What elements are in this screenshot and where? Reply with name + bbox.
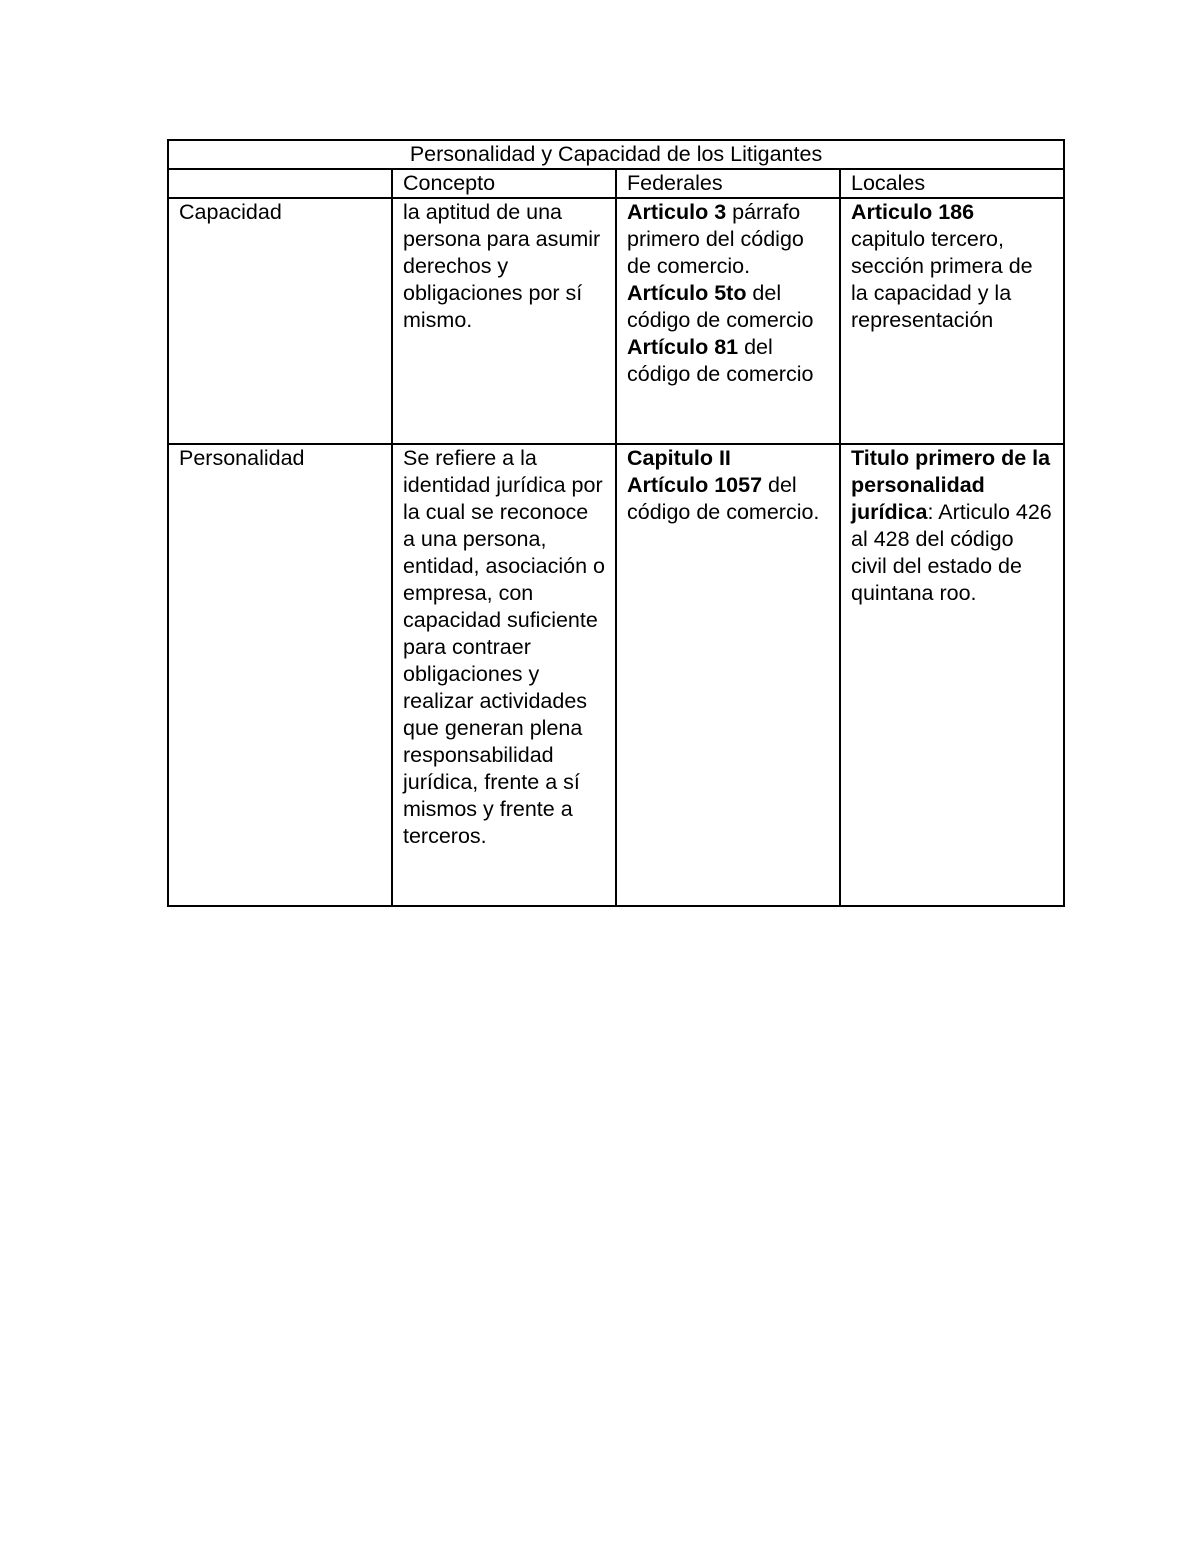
table-row-personalidad (168, 444, 1064, 906)
capacidad-locales: Articulo 186 capitulo tercero, sección primera de la capacidad y la representación (840, 198, 1064, 444)
table-header-row (168, 169, 1064, 198)
capacidad-federales (616, 198, 840, 444)
table-row-capacidad (168, 198, 1064, 444)
row-label-capacidad: Capacidad (168, 198, 392, 444)
header-concepto: Concepto (392, 169, 616, 198)
federales-ref-1: Articulo 3 párrafo primero del código de comercio. (627, 200, 804, 278)
header-federales: Federales (616, 169, 840, 198)
federales-ref-2: Artículo 5to del código de comercio (627, 281, 814, 332)
header-blank (168, 169, 392, 198)
header-locales: Locales (840, 169, 1064, 198)
table-title: Personalidad y Capacidad de los Litigantes (168, 140, 1064, 169)
federales-ref-3: Artículo 81 del código de comercio (627, 335, 814, 386)
personalidad-locales: Titulo primero de la personalidad jurídica: Articulo 426 al 428 del código civil del estado de quintana roo. (840, 444, 1064, 906)
personalidad-federales: Capitulo II Artículo 1057 del código de comercio. (616, 444, 840, 906)
row-label-personalidad: Personalidad (168, 444, 392, 906)
table-title-row (168, 140, 1064, 169)
personalidad-concepto: Se refiere a la identidad jurídica por la cual se reconoce a una persona, entidad, asociación o empresa, con capacidad suficiente para contraer obligaciones y realizar actividades que generan plena responsabilidad jurídica, frente a sí mismos y frente a terceros. (392, 444, 616, 906)
litigantes-table (167, 139, 1065, 907)
capacidad-concepto: la aptitud de una persona para asumir derechos y obligaciones por sí mismo. (392, 198, 616, 444)
